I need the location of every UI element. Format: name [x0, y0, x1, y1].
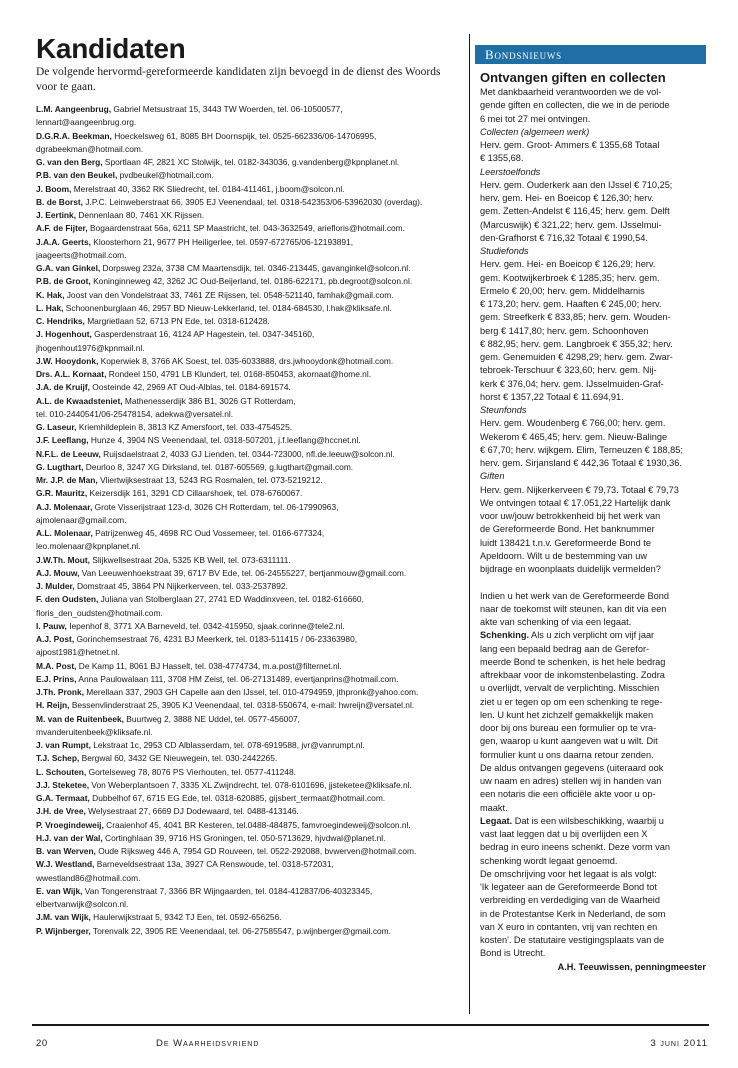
- article-line: Bond is Utrecht.: [480, 948, 546, 959]
- article-line: gem. Kootwijkerbroek € 1285,35; herv. gem.: [480, 272, 660, 283]
- article-body: [475, 86, 706, 961]
- candidate-name: W.J. Westland,: [36, 859, 95, 870]
- candidate-name: G. van den Berg,: [36, 157, 103, 167]
- paragraph-gap: [480, 576, 706, 589]
- candidate-name: P.B. van den Beukel,: [36, 170, 118, 181]
- candidate-name: A.J. Mouw,: [36, 567, 80, 578]
- candidate-line: [36, 395, 458, 408]
- candidate-details: Vliertwijksestraat 13, 5243 RG Rosmalen, tel. 073-5219212.: [97, 475, 323, 485]
- candidate-line: [36, 673, 458, 686]
- candidate-details: Patrijzenweg 45, 4698 RC Oud Vossemeer, tel. 0166-677324,: [92, 528, 325, 538]
- candidate-name: M. van de Ruitenbeek,: [36, 713, 124, 724]
- article-line: ziet u er tegen op om een schenking te rege-: [480, 696, 663, 707]
- candidate-details: Ruijsdaelstraat 2, 4033 GJ Lienden, tel. 0344-723000, nfl.de.leeuw@solcon.nl.: [100, 448, 395, 459]
- candidate-line: [36, 805, 458, 818]
- candidate-line: [36, 183, 458, 196]
- article-heading: Ontvangen giften en collecten: [480, 70, 666, 85]
- candidate-line: [36, 593, 458, 606]
- candidate-details: Grote Visserijstraat 123-d, 3026 CH Rotterdam, tel. 06-17990963,: [92, 501, 339, 512]
- candidate-details: J.P.C. Leinweberstraat 66, 3905 EJ Veenendaal, tel. 0318-542353/06-53962030 (overdag).: [83, 196, 423, 207]
- candidate-line: [36, 911, 458, 924]
- candidate-details: De Kamp 11, 8061 BJ Hasselt, tel. 038-4774734, m.a.post@filternet.nl.: [76, 660, 342, 671]
- article-line: Herv. gem. Ouderkerk aan den IJssel € 710,25;: [480, 179, 673, 190]
- candidate-line: [36, 699, 458, 712]
- candidate-name: B. de Borst,: [36, 196, 83, 207]
- article-line: in de Protestantse Kerk in Nederland, de som: [480, 908, 666, 919]
- candidate-line: [36, 130, 458, 143]
- candidate-details: pvdbeukel@hotmail.com.: [117, 170, 214, 181]
- article-line: Herv. gem. Hei- en Boeicop € 126,29; herv.: [480, 259, 656, 270]
- article-line: naar de toekomst wilt steunen, kan dit via een: [480, 603, 667, 614]
- candidate-line: [36, 434, 458, 447]
- candidate-name: J.A.A. Geerts,: [36, 236, 91, 247]
- candidate-name: J.Th. Pronk,: [36, 687, 84, 697]
- candidate-line: [36, 222, 458, 235]
- candidate-name: P. Vroegindeweij,: [36, 819, 104, 830]
- candidate-line: [36, 527, 458, 540]
- candidate-name: J. Eertink,: [36, 210, 77, 220]
- candidate-name: G.R. Mauritz,: [36, 488, 88, 499]
- fund-subheading: Giften: [480, 471, 505, 482]
- article-line: verbreiding en verdediging van de Waarheid: [480, 895, 660, 906]
- candidate-line: [36, 885, 458, 898]
- candidate-line: [36, 580, 458, 593]
- article-line: herv. gem. Hei- en Boeicop € 126,30; herv.: [480, 193, 654, 203]
- candidate-details: Anna Paulowalaan 111, 3708 HM Zeist, tel. 06-27131489, evertjanprins@hotmail.com.: [76, 673, 399, 684]
- candidate-name: Mr. J.P. de Man,: [36, 475, 98, 485]
- signature: A.H. Teeuwissen, penningmeester: [557, 961, 706, 972]
- article-line: € 67,70; herv. wijkgem. Elim, Terneuzen € 188,85;: [480, 444, 683, 455]
- candidate-line: [36, 898, 458, 911]
- candidate-name: L. Hak,: [36, 302, 64, 313]
- candidate-line: [36, 792, 458, 805]
- intro-text: De volgende hervormd-gereformeerde kandidaten zijn bevoegd in de dienst des Woords voor te gaan.: [36, 66, 441, 93]
- candidate-line: [36, 845, 458, 858]
- candidate-details: Torenvalk 22, 3905 RE Veenendaal, tel. 06-27585547, p.wijnberger@gmail.com.: [90, 925, 391, 936]
- candidate-line: [36, 209, 458, 222]
- candidate-details: Bergwal 60, 3432 GE Nieuwegein, tel. 030-2442265.: [79, 753, 278, 764]
- candidate-details: Gortelseweg 78, 8076 PS Vierhouten, tel. 0577-411248.: [86, 766, 296, 777]
- candidate-details: Rondeel 150, 4791 LB Klundert, tel. 0168-850453, akornaat@home.nl.: [106, 369, 372, 379]
- candidate-line: [36, 408, 458, 421]
- candidate-details: Dorpsweg 232a, 3738 CM Maartensdijk, tel. 0346-213445, gavanginkel@solcon.nl.: [100, 263, 411, 273]
- candidate-line: [36, 302, 458, 315]
- candidate-name: K. Hak,: [36, 289, 65, 300]
- candidate-line: [36, 752, 458, 765]
- article-line: kosten'. De statutaire vestigingsplaats van de: [480, 935, 665, 945]
- candidate-details: Koperwiek 8, 3766 AK Soest, tel. 035-6033888, drs.jwhooydonk@hotmail.com.: [98, 355, 394, 366]
- candidate-line: [36, 766, 458, 779]
- candidate-line: [36, 620, 458, 633]
- article-line: voor uw/jouw betrokkenheid bij het werk van: [480, 511, 661, 521]
- article-line: lang een bepaald bedrag aan de Gerefor-: [480, 643, 650, 654]
- candidate-name: E. van Wijk,: [36, 885, 83, 896]
- article-line: gem. Genemuiden € 4298,29; herv. gem. Zwar-: [480, 352, 673, 362]
- candidate-name: H.J. van der Wal,: [36, 832, 103, 843]
- candidate-name: J.W. Hooydonk,: [36, 355, 99, 366]
- candidate-line: [36, 607, 458, 620]
- candidate-line: [36, 368, 458, 381]
- candidate-details: Merelstraat 40, 3362 RK Sliedrecht, tel. 0184-411461, j.boom@solcon.nl.: [71, 183, 345, 194]
- candidate-name: E.J. Prins,: [36, 673, 77, 684]
- candidate-name: J.A. de Kruijf,: [36, 382, 90, 393]
- article-line: gen, waarop u kunt aangeven wat u wilt. Dit: [480, 736, 658, 747]
- article-line: Ermelo € 20,00; herv. gem. Middelharnis: [480, 285, 645, 296]
- candidate-name: J.F. Leeflang,: [36, 435, 89, 446]
- candidate-details: ajpost1981@hetnet.nl.: [36, 647, 120, 658]
- article-line: € 173,20; herv. gem. Haaften € 245,00; herv.: [480, 299, 662, 309]
- candidate-details: tel. 010-2440541/06-25478154, adekwa@versatel.nl.: [36, 408, 234, 419]
- candidate-details: Koninginneweg 42, 3262 JC Oud-Beijerland, tel. 0186-622171, pb.degroot@solcon.nl.: [90, 276, 413, 287]
- candidate-line: [36, 819, 458, 832]
- page-number: 20: [36, 1038, 48, 1049]
- candidate-line: [36, 540, 458, 553]
- candidate-name: G.A. Termaat,: [36, 793, 90, 803]
- candidate-list: [36, 103, 458, 938]
- candidate-details: Deurloo 8, 3247 XG Dirksland, tel. 0187-605569, g.lugthart@gmail.com.: [83, 461, 354, 472]
- candidate-details: mvanderuitenbeek@kliksafe.nl.: [36, 726, 153, 737]
- column-divider: [469, 34, 470, 1014]
- candidate-details: ajmolenaar@gmail.com.: [36, 514, 127, 525]
- candidate-line: [36, 474, 458, 487]
- candidate-line: [36, 567, 458, 580]
- article-line: len. U kunt het zichzelf gemakkelijk maken: [480, 709, 654, 720]
- candidate-line: [36, 686, 458, 699]
- article-line: herv. gem. Sirjansland € 442,36 Totaal € 1930,36.: [480, 458, 682, 468]
- candidate-details: leo.molenaar@kpnplanet.nl.: [36, 541, 141, 552]
- article-line: uw naam en adres) stellen wij in handen van: [480, 776, 662, 786]
- candidate-details: Margrietlaan 52, 6713 PN Ede, tel. 0318-612428.: [84, 316, 270, 326]
- candidate-line: [36, 262, 458, 275]
- candidate-name: A.J. Molenaar,: [36, 501, 93, 512]
- candidate-line: [36, 739, 458, 752]
- section-band: Bondsnieuws: [475, 45, 706, 64]
- candidate-line: [36, 646, 458, 659]
- candidate-name: J.M. van Wijk,: [36, 912, 91, 923]
- article-line: door bij ons bureau een formulier op te vra-: [480, 723, 657, 733]
- article-line: den-Grafhorst € 716,32 Totaal € 1990,54.: [480, 232, 648, 243]
- issue-date: 3 juni 2011: [650, 1038, 708, 1049]
- candidate-line: [36, 156, 458, 169]
- candidate-name: I. Pauw,: [36, 620, 67, 631]
- candidate-details: Van Leeuwenhoekstraat 39, 6717 BV Ede, tel. 06-24555227, bertjanmouw@gmail.com.: [79, 567, 407, 578]
- article-line: Indien u het werk van de Gereformeerde Bond: [480, 590, 669, 601]
- candidate-details: Dennenlaan 80, 7461 XK Rijssen.: [76, 210, 205, 220]
- candidate-name: B. van Werven,: [36, 846, 96, 856]
- article-line: gem. Zetten-Andelst € 116,45; herv. gem. Delft: [480, 206, 670, 217]
- candidate-name: N.F.L. de Leeuw,: [36, 448, 101, 459]
- article-line: bijdrage en woonplaats duidelijk vermelden?: [480, 564, 661, 574]
- candidate-line: [36, 355, 458, 368]
- article-line: kerk € 376,04; herv. gem. IJsselmuiden-Graf-: [480, 378, 664, 389]
- fund-subheading: Leerstoelfonds: [480, 166, 541, 177]
- candidate-line: [36, 633, 458, 646]
- candidate-name: C. Hendriks,: [36, 316, 85, 326]
- article-line: We ontvingen totaal € 17.051,22 Hartelijk dank: [480, 497, 671, 508]
- candidate-name: A.L. de Kwaadsteniet,: [36, 395, 123, 406]
- candidate-details: Oosteinde 42, 2969 AT Oud-Alblas, tel. 0184-691574.: [89, 382, 291, 393]
- candidate-line: [36, 328, 458, 341]
- candidate-name: F. den Oudsten,: [36, 594, 99, 605]
- candidate-details: Domstraat 45, 3864 PN Nijkerkerveen, tel. 033-2537892.: [74, 581, 288, 591]
- candidate-details: Hoeckelsweg 61, 8085 BH Doornspijk, tel. 0525-662336/06-14706995,: [111, 130, 377, 141]
- candidate-line: [36, 779, 458, 792]
- candidate-name: A.F. de Fijter,: [36, 223, 88, 234]
- candidate-details: Welysestraat 27, 6669 DJ Dodewaard, tel. 0488-413146.: [85, 806, 299, 817]
- candidate-line: [36, 143, 458, 156]
- candidate-name: G.A. van Ginkel,: [36, 263, 101, 273]
- candidate-details: Buurtweg 2, 3888 NE Uddel, tel. 0577-456007,: [123, 713, 300, 724]
- candidate-name: L. Schouten,: [36, 766, 87, 777]
- candidate-details: Lekstraat 1c, 2953 CD Alblasserdam, tel. 078-6919588, jvr@vanrumpt.nl.: [90, 740, 365, 750]
- candidate-line: [36, 196, 458, 209]
- article-line: gende giften en collecten, die we in de periode: [480, 100, 670, 111]
- candidate-line: [36, 925, 458, 938]
- candidate-name: A.J. Post,: [36, 634, 75, 644]
- candidate-name: J. Boom,: [36, 183, 72, 194]
- article-line-text: Als u zich verplicht om vijf jaar: [529, 630, 655, 641]
- candidate-details: Slijkwellsestraat 20a, 5325 KB Well, tel. 073-6311111.: [89, 554, 291, 565]
- candidate-line: [36, 872, 458, 885]
- candidate-name: A.L. Molenaar,: [36, 528, 93, 538]
- candidate-details: Mathenesserdijk 386 B1, 3026 GT Rotterdam,: [122, 395, 296, 406]
- candidate-name: L.M. Aangeenbrug,: [36, 104, 112, 114]
- candidate-line: [36, 289, 458, 302]
- article-line: formulier kunt u ons daarna retour zenden.: [480, 749, 654, 760]
- candidate-details: Dubbelhof 67, 6715 EG Ede, tel. 0318-620885, gijsbert_termaat@hotmail.com.: [89, 793, 386, 803]
- candidate-details: Oude Rijksweg 446 A, 7954 GD Rouveen, tel. 0522-292088, bvwerven@hotmail.com.: [95, 846, 417, 856]
- article-line: u overlijdt, vervalt de verplichting. Misschien: [480, 683, 660, 694]
- magazine-name: De Waarheidsvriend: [156, 1038, 260, 1049]
- candidate-line: [36, 448, 458, 461]
- candidate-details: Hunze 4, 3904 NS Veenendaal, tel. 0318-507201, j.f.leeflang@hccnet.nl.: [88, 435, 361, 446]
- candidate-details: Haulerwijkstraat 5, 9342 TJ Een, tel. 0592-656256.: [90, 912, 282, 923]
- candidate-line: [36, 381, 458, 394]
- candidate-name: J.W.Th. Mout,: [36, 554, 90, 565]
- article-line-text: Dat is een wilsbeschikking, waarbij u: [512, 815, 664, 826]
- candidate-details: Barneveldsestraat 13a, 3927 CA Renswoude, tel. 0318-572031,: [94, 859, 334, 870]
- candidate-details: Von Weberplantsoen 7, 3335 XL Zwijndrecht, tel. 078-6101696, jjsteketee@kliksafe.nl.: [89, 779, 412, 790]
- candidate-details: Kloosterhorn 21, 9677 PH Heiligerlee, tel. 0597-672765/06-12193891,: [90, 236, 354, 247]
- article-line: De aldus ontvangen gegevens (uiteraard ook: [480, 762, 664, 773]
- candidate-line: [36, 501, 458, 514]
- article-line: Herv. gem. Nijkerkerveen € 79,73. Totaal € 79,73: [480, 484, 679, 495]
- candidate-line: [36, 315, 458, 328]
- candidate-name: J.H. de Vree,: [36, 806, 86, 817]
- article-line: 'Ik legateer aan de Gereformeerde Bond tot: [480, 882, 657, 892]
- candidate-line: [36, 249, 458, 262]
- sidebar-bondsnieuws: [475, 45, 706, 974]
- candidate-name: G. Lugthart,: [36, 461, 84, 472]
- candidate-line: [36, 103, 458, 116]
- article-line: tebroek-Terschuur € 323,60; herv. gem. Nij-: [480, 365, 657, 376]
- candidate-details: floris_den_oudsten@hotmail.com.: [36, 607, 163, 618]
- article-line: Herv. gem. Woudenberg € 766,00; herv. gem.: [480, 418, 666, 429]
- candidate-name: J. Mulder,: [36, 581, 75, 591]
- article-line: akte van schenking of via een legaat.: [480, 617, 632, 627]
- candidate-details: wwestland86@hotmail.com.: [36, 872, 141, 883]
- article-line: [480, 629, 706, 642]
- candidate-details: dgrabeekman@hotmail.com.: [36, 143, 144, 154]
- article-line: De omschrijving voor het legaat is als volgt:: [480, 868, 657, 879]
- article-line: gem. Streefkerk € 833,85; herv. gem. Wouden-: [480, 312, 671, 323]
- article-line: [480, 815, 706, 828]
- candidate-name: D.G.R.A. Beekman,: [36, 130, 112, 141]
- paragraph-lead: Schenking.: [480, 630, 530, 641]
- fund-subheading: Steunfonds: [480, 405, 527, 415]
- candidate-line: [36, 554, 458, 567]
- candidate-name: H. Reijn,: [36, 700, 70, 711]
- footer-divider: [32, 1024, 709, 1026]
- article-line: aftrekbaar voor de inkomstenbelasting. Zodra: [480, 670, 665, 680]
- article-line: berg € 1417,80; herv. gem. Schoonhoven: [480, 325, 649, 336]
- article-line: Apeldoorn. Wilt u de bestemming van uw: [480, 550, 647, 561]
- candidate-details: Gorinchemsestraat 76, 4231 BJ Meerkerk, tel. 0183-511415 / 06-23363980,: [74, 634, 358, 644]
- candidates-section: [36, 34, 458, 938]
- candidate-line: [36, 858, 458, 871]
- candidate-line: [36, 236, 458, 249]
- article-line: Met dankbaarheid verantwoorden we de vol-: [480, 87, 662, 97]
- candidate-details: Van Tongerenstraat 7, 3366 BR Wijngaarden, tel. 0184-412837/06-40323345,: [82, 885, 373, 896]
- candidate-line: [36, 514, 458, 527]
- candidate-details: lennart@aangeenbrug.org.: [36, 117, 137, 128]
- article-line: een notaris die een officiële akte voor u op-: [480, 789, 656, 800]
- candidate-details: Gasperdenstraat 16, 4124 AP Hagestein, tel. 0347-345160,: [91, 329, 315, 340]
- article-line: maakt.: [480, 802, 508, 813]
- candidate-details: jaageerts@hotmail.com.: [36, 249, 127, 260]
- candidate-details: Merellaan 337, 2903 GH Capelle aan den IJssel, tel. 010-4794959, jthpronk@yahoo.com.: [83, 687, 419, 697]
- candidate-line: [36, 342, 458, 355]
- article-line: meerde Bond te schenken, is het hele bedrag: [480, 656, 666, 667]
- candidate-line: [36, 726, 458, 739]
- candidate-line: [36, 169, 458, 182]
- article-line: van X euro in contanten, vrij van rechten en: [480, 921, 658, 932]
- candidate-line: [36, 660, 458, 673]
- article-line: Wekerom € 465,45; herv. gem. Nieuw-Balinge: [480, 431, 668, 442]
- candidate-name: Drs. A.L. Kornaat,: [36, 369, 107, 379]
- candidate-details: Juliana van Stolberglaan 27, 2741 ED Waddinxveen, tel. 0182-616660,: [98, 594, 364, 605]
- candidate-details: jhogenhout1976@kpnmail.nl.: [36, 342, 145, 353]
- article-line: de Gereformeerde Bond. Het banknummer: [480, 524, 655, 535]
- article-line: (Marcuswijk) € 321,22; herv. gem. IJsselmui-: [480, 219, 662, 230]
- candidate-name: J.J. Steketee,: [36, 779, 90, 790]
- article-line: horst € 1357,22 Totaal € 11.694,91.: [480, 391, 624, 402]
- candidate-line: [36, 461, 458, 474]
- article-line: luidt 138421 t.n.v. Gereformeerde Bond te: [480, 537, 651, 548]
- candidate-name: P.B. de Groot,: [36, 276, 91, 287]
- article-line: Herv. gem. Groot- Ammers € 1355,68 Totaal: [480, 140, 660, 150]
- candidate-line: [36, 713, 458, 726]
- candidate-details: elbertvanwijk@solcon.nl.: [36, 899, 129, 909]
- article-line: € 882,95; herv. gem. Langbroek € 355,32; herv.: [480, 338, 673, 349]
- candidate-details: Joost van den Vondelstraat 33, 7461 ZE Rijssen, tel. 0548-521140, famhak@gmail.com.: [64, 289, 394, 300]
- candidate-name: P. Wijnberger,: [36, 925, 91, 936]
- candidate-name: G. Laseur,: [36, 422, 77, 432]
- fund-subheading: Collecten (algemeen werk): [480, 126, 590, 137]
- paragraph-lead: Legaat.: [480, 815, 513, 826]
- candidate-details: Bogaardenstraat 56a, 6211 SP Maastricht, tel. 043-3632549, ariefloris@hotmail.com.: [87, 223, 405, 234]
- candidate-line: [36, 421, 458, 434]
- candidate-line: [36, 116, 458, 129]
- article-line: € 1355,68.: [480, 153, 524, 164]
- candidate-details: Iepenhof 8, 3771 XA Barneveld, tel. 0342-415950, sjaak.corinne@tele2.nl.: [66, 620, 345, 631]
- candidate-details: Keizersdijk 161, 3291 CD Cillaarshoek, tel. 078-6760067.: [87, 488, 303, 499]
- candidate-name: J. Hogenhout,: [36, 329, 92, 340]
- candidate-name: M.A. Post,: [36, 660, 77, 671]
- candidate-line: [36, 487, 458, 500]
- candidate-name: J. van Rumpt,: [36, 740, 91, 750]
- article-line: bedrag in euro ineens schenkt. Deze vorm van: [480, 842, 670, 853]
- candidate-line: [36, 275, 458, 288]
- candidate-details: Schoonenburglaan 46, 2957 BD Nieuw-Lekkerland, tel. 0184-684530, l.hak@kliksafe.nl.: [63, 302, 392, 313]
- candidate-details: Bessenvlinderstraat 25, 3905 KJ Veenendaal, tel. 0318-550674, e-mail: hwreijn@versatel.nl.: [69, 700, 415, 711]
- candidate-details: Sportlaan 4F, 2821 XC Stolwijk, tel. 0182-343036, g.vandenberg@kpnplanet.nl.: [102, 157, 400, 167]
- article-line: 6 mei tot 27 mei ontvingen.: [480, 113, 591, 124]
- candidate-details: Cortinghlaan 39, 9716 HS Groningen, tel. 050-5713629, hjvdwal@planet.nl.: [102, 832, 386, 843]
- article-line: schenking wordt legaat genoemd.: [480, 855, 618, 866]
- candidate-details: Kriemhildeplein 8, 3813 KZ Amersfoort, tel. 033-4754525.: [76, 422, 293, 432]
- fund-subheading: Studiefonds: [480, 246, 529, 256]
- candidate-details: Gabriel Metsustraat 15, 3443 TW Woerden, tel. 06-10500577,: [111, 104, 343, 114]
- candidate-line: [36, 832, 458, 845]
- page-title: Kandidaten: [36, 33, 186, 64]
- candidate-details: Craaienhof 45, 4041 BR Kesteren, tel.0488-484875, famvroegindeweij@solcon.nl.: [103, 819, 411, 830]
- article-line: vast laat leggen dat u bij overlijden een X: [480, 829, 648, 839]
- candidate-name: T.J. Schep,: [36, 753, 80, 764]
